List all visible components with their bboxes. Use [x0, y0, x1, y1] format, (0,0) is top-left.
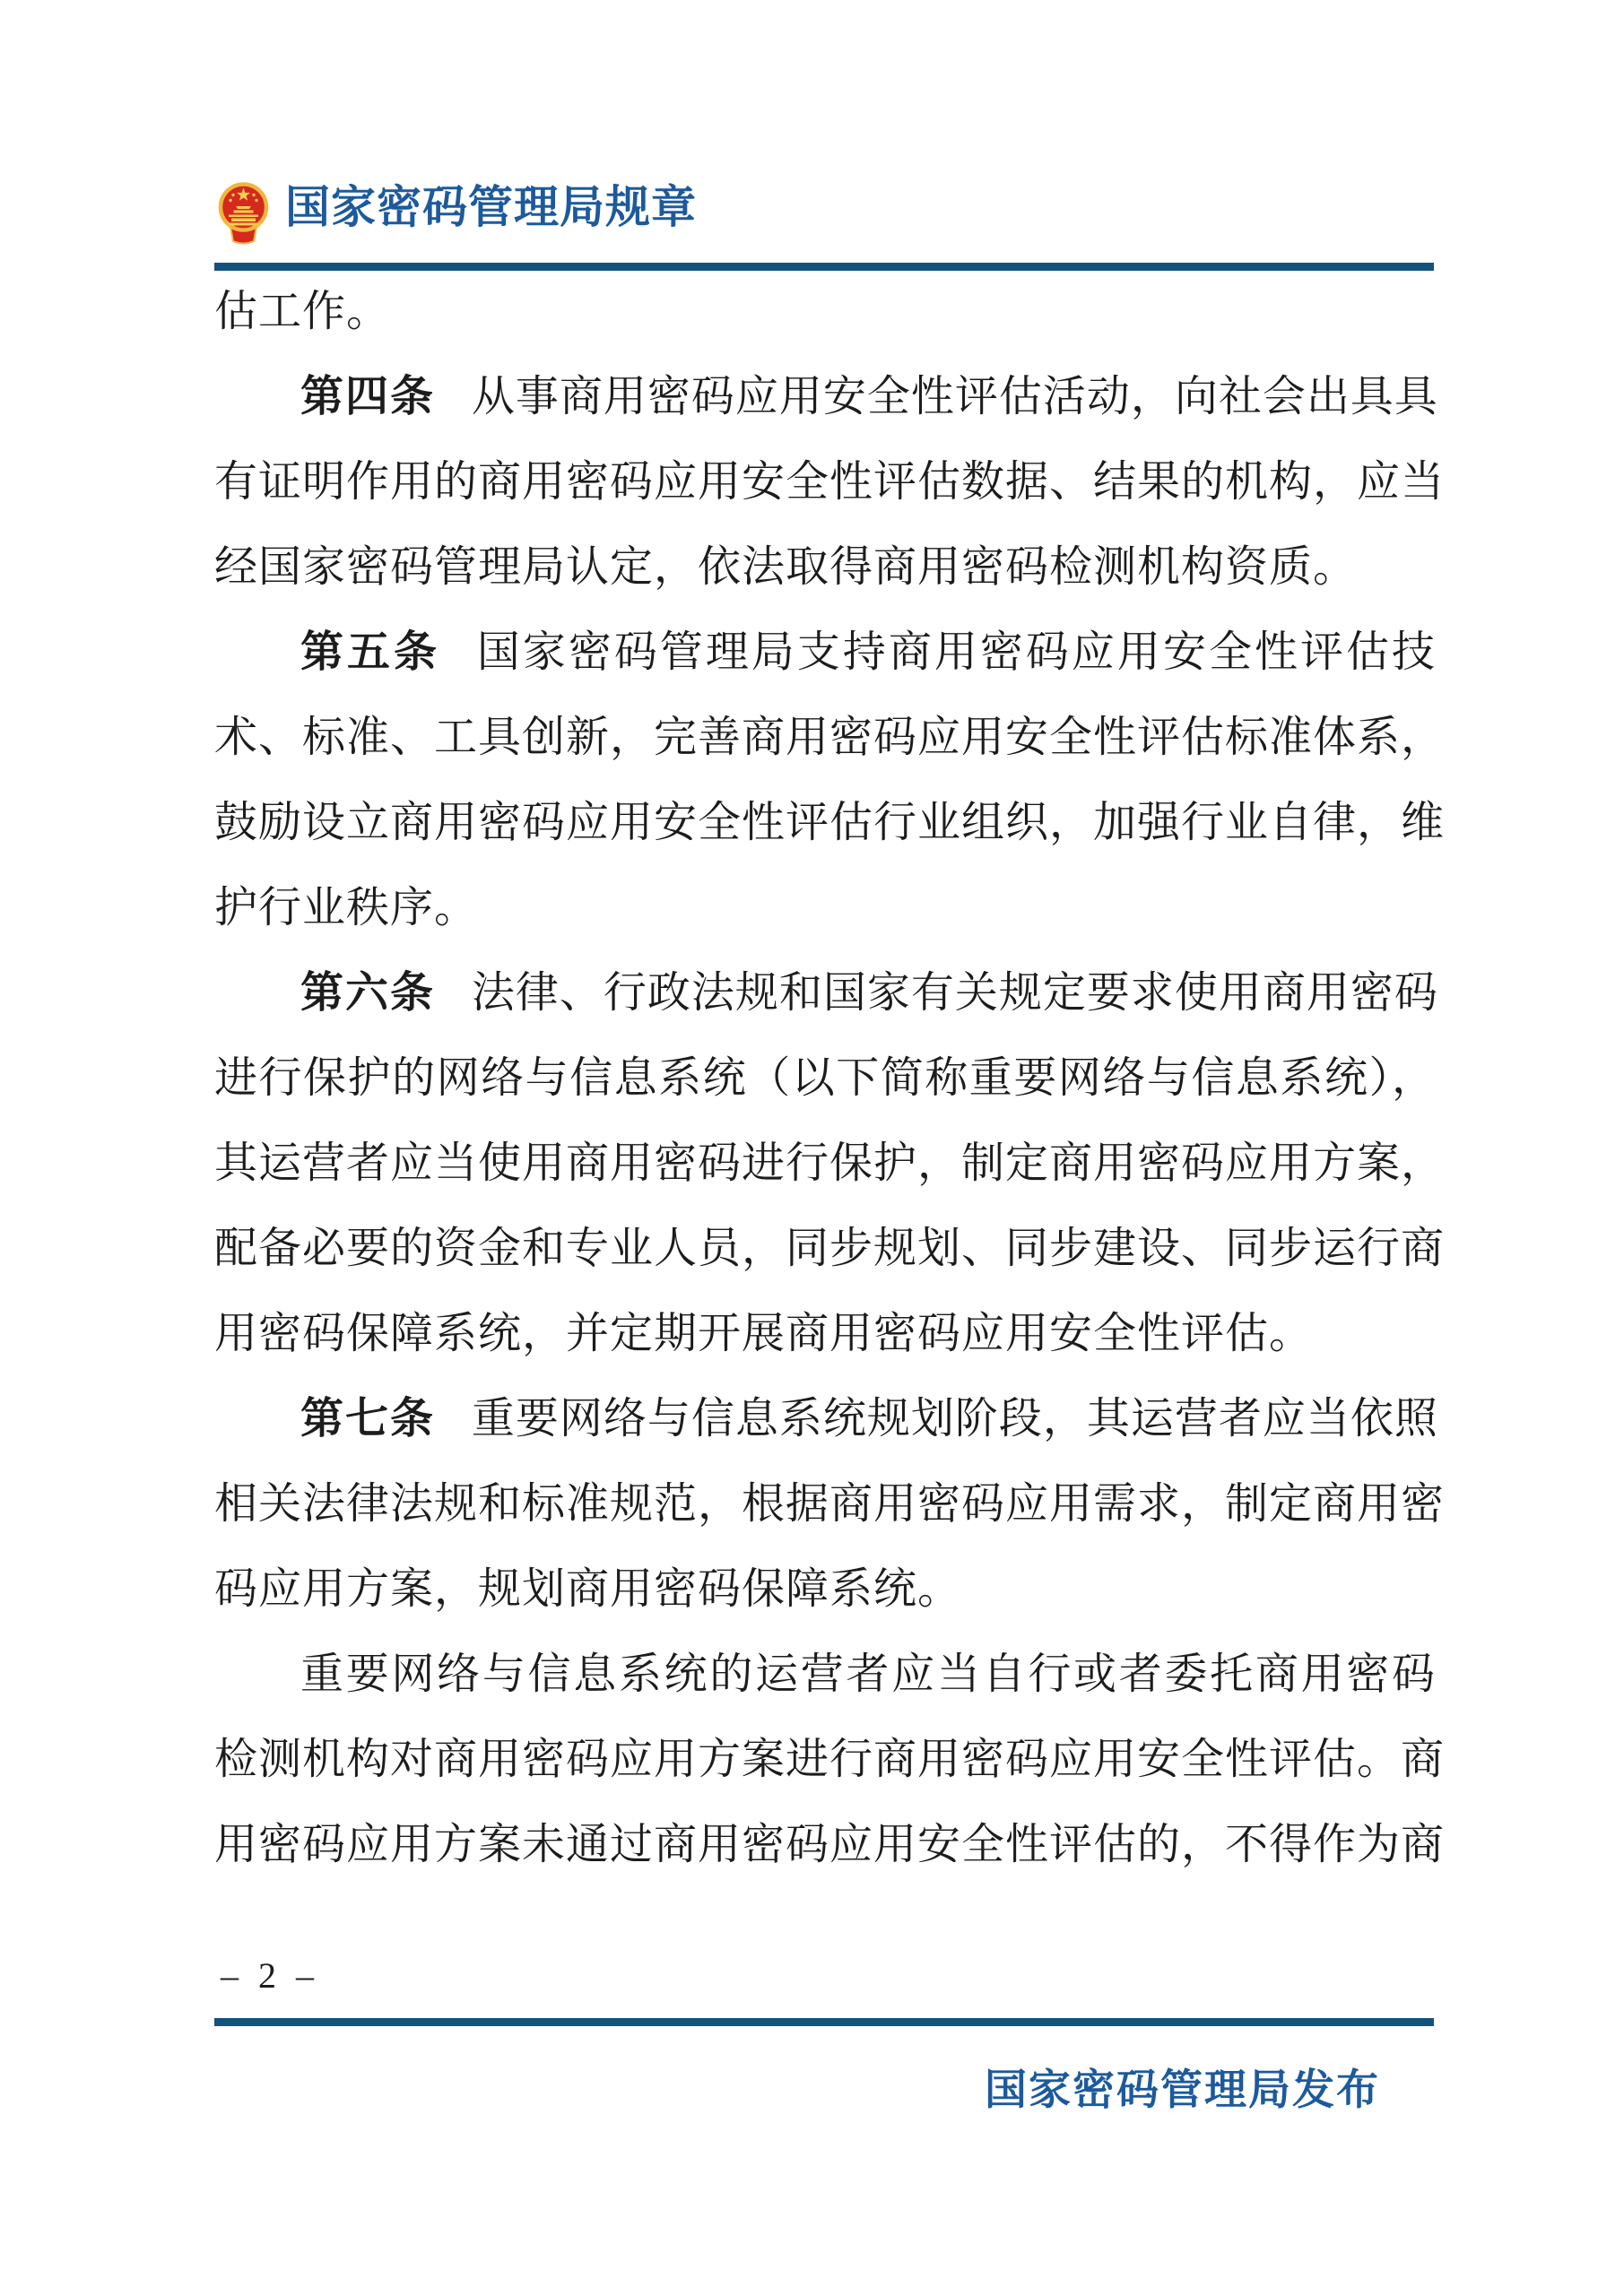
text-line-article-6 [214, 950, 1436, 1035]
article-text: 法律、行政法规和国家有关规定要求使用商用密码 [471, 969, 1438, 1017]
page-number: – 2 – [221, 1955, 319, 1996]
national-emblem-icon [218, 180, 269, 245]
text-line: 码应用方案，规划商用密码保障系统。 [214, 1565, 962, 1613]
article-text: 从事商用密码应用安全性评估活动，向社会出具具 [471, 373, 1438, 420]
text-line: 术、标准、工具创新，完善商用密码应用安全性评估标准体系， [214, 714, 1446, 761]
text-line: 用密码应用方案未通过商用密码应用安全性评估的，不得作为商 [214, 1821, 1446, 1868]
text-line-article-7 [214, 1376, 1436, 1461]
text-line: 经国家密码管理局认定，依法取得商用密码检测机构资质。 [214, 543, 1358, 591]
text-line: 进行保护的网络与信息系统（以下简称重要网络与信息系统）， [214, 1054, 1436, 1102]
article-number: 第六条 [300, 969, 436, 1017]
text-line: 重要网络与信息系统的运营者应当自行或者委托商用密码 [300, 1651, 1436, 1698]
text-line: 有证明作用的商用密码应用安全性评估数据、结果的机构，应当 [214, 458, 1446, 506]
text-line: 鼓励设立商用密码应用安全性评估行业组织，加强行业自律，维 [214, 799, 1446, 846]
article-text: 重要网络与信息系统规划阶段，其运营者应当依照 [471, 1395, 1438, 1443]
text-line: 估工作。 [214, 288, 391, 335]
header-title: 国家密码管理局规章 [285, 182, 697, 232]
text-line: 检测机构对商用密码应用方案进行商用密码应用安全性评估。商 [214, 1736, 1446, 1783]
text-line: 相关法律法规和标准规范，根据商用密码应用需求，制定商用密 [214, 1480, 1446, 1528]
document-body [214, 269, 1446, 1887]
article-number: 第四条 [300, 373, 436, 420]
text-line: 配备必要的资金和专业人员，同步规划、同步建设、同步运行商 [214, 1225, 1446, 1272]
article-number: 第五条 [300, 628, 441, 676]
footer-rule [214, 2018, 1434, 2026]
text-line: 护行业秩序。 [214, 884, 479, 931]
text-line-article-4 [214, 354, 1436, 439]
article-number: 第七条 [300, 1395, 436, 1443]
text-line-article-5 [214, 610, 1436, 695]
publisher-label: 国家密码管理局发布 [985, 2067, 1380, 2114]
article-text: 国家密码管理局支持商用密码应用安全性评估技 [476, 628, 1436, 676]
text-line: 用密码保障系统，并定期开展商用密码应用安全性评估。 [214, 1310, 1314, 1357]
text-line: 其运营者应当使用商用密码进行保护，制定商用密码应用方案， [214, 1139, 1446, 1187]
